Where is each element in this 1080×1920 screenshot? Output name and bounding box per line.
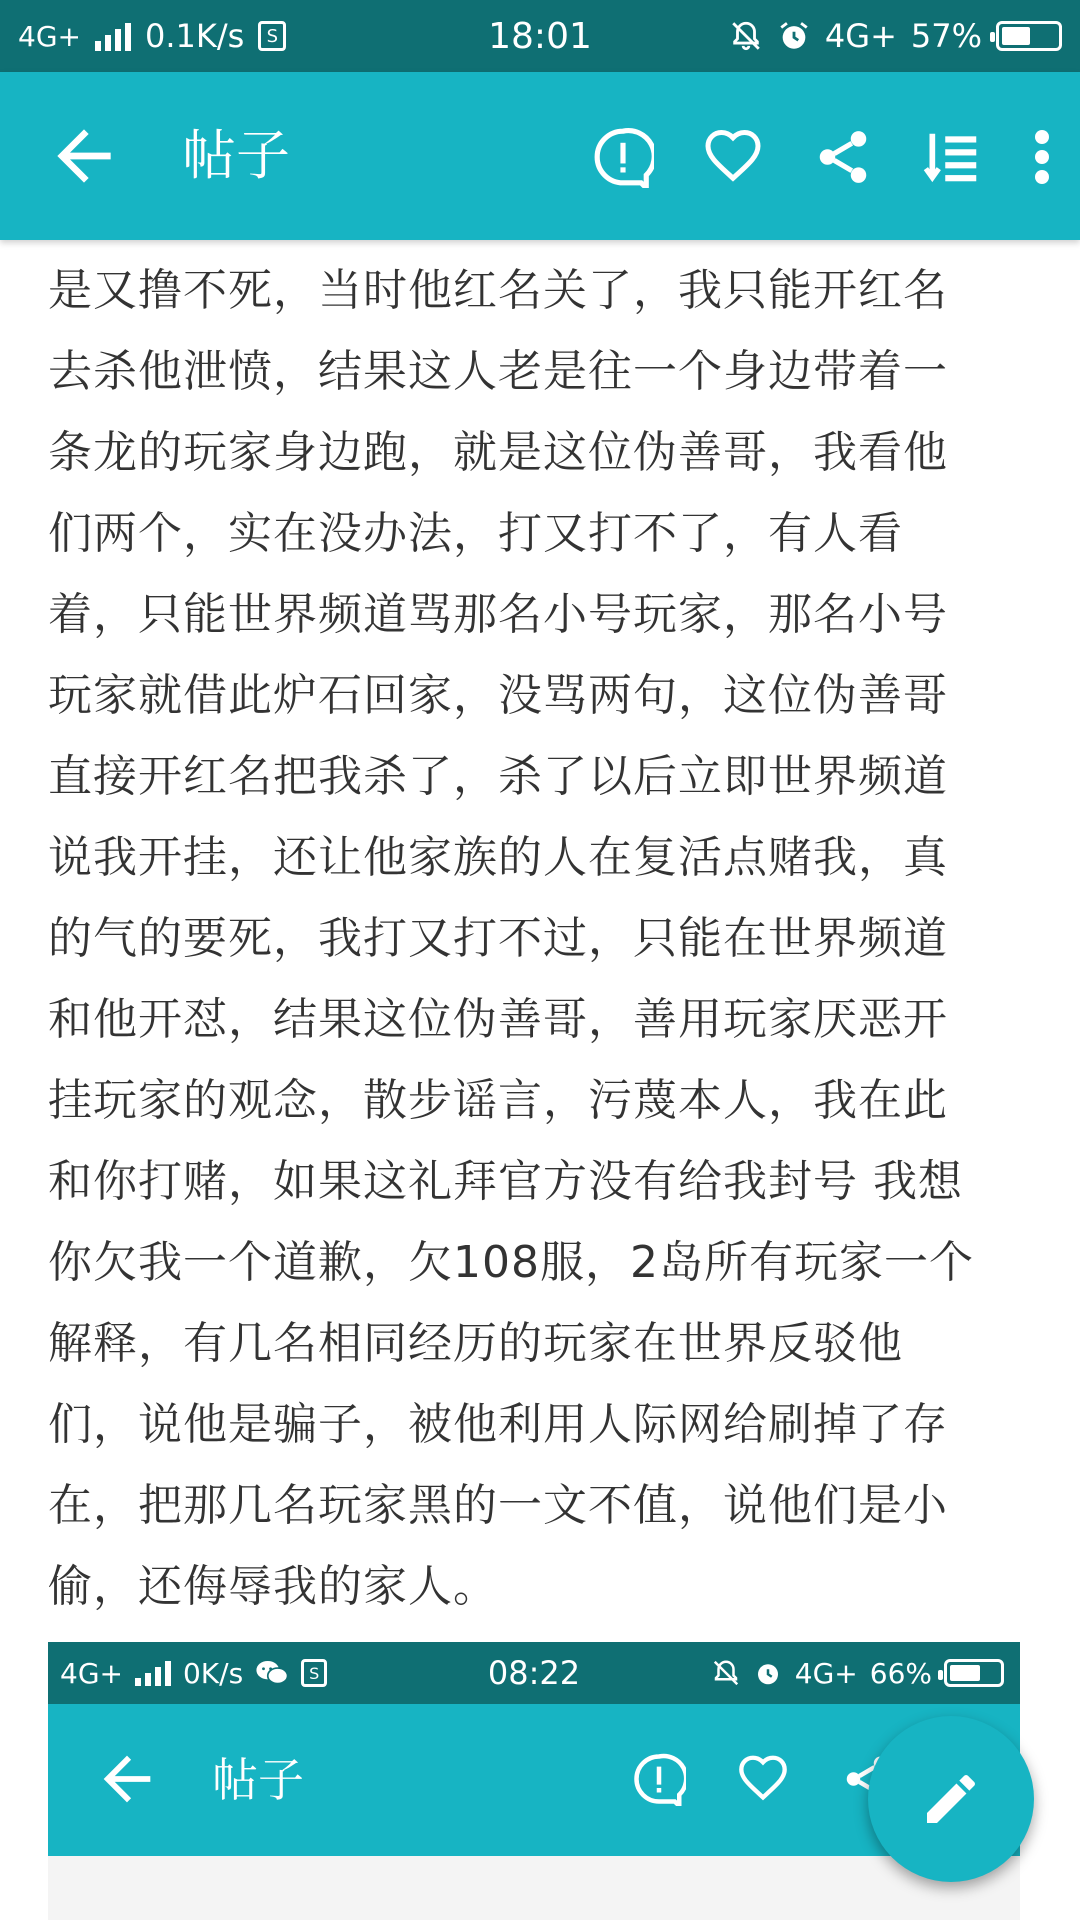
signal-icon: [95, 21, 131, 51]
embedded-mute-bell-icon: [711, 1658, 741, 1688]
post-line: 偷，还侮辱我的家人。: [48, 1561, 498, 1612]
post-line: 在，把那几名玩家黑的一文不值，说他们是小: [48, 1480, 948, 1531]
sort-list-icon: [922, 126, 984, 188]
post-line: 直接开红名把我杀了，杀了以后立即世界频道: [48, 751, 948, 802]
post-body: [48, 250, 1023, 1627]
post-line: 的气的要死，我打又打不过，只能在世界频道: [48, 913, 948, 964]
post-line: 条龙的玩家身边跑，就是这位伪善哥，我看他: [48, 427, 948, 478]
battery-percent: 57%: [910, 17, 982, 55]
post-line: 解释，有几名相同经历的玩家在世界反驳他: [48, 1318, 903, 1369]
back-arrow-icon[interactable]: [44, 116, 124, 196]
sort-button[interactable]: [912, 116, 994, 198]
embedded-status-bar: [48, 1642, 1020, 1704]
share-button[interactable]: [802, 116, 884, 198]
battery-icon: [996, 21, 1062, 51]
post-line: 是又撸不死，当时他红名关了，我只能开红名: [48, 265, 948, 316]
embedded-clock: 08:22: [487, 1654, 581, 1692]
edit-fab-button[interactable]: [868, 1716, 1034, 1882]
post-line: 和你打赌，如果这礼拜官方没有给我封号 我想: [48, 1156, 963, 1207]
embedded-network-type: 4G+: [60, 1656, 123, 1690]
status-bar: [0, 0, 1080, 72]
embedded-battery-icon: [944, 1659, 1004, 1687]
heart-icon: [703, 127, 763, 187]
embedded-page-title: 帖子: [212, 1753, 304, 1807]
post-line: 挂玩家的观念，散步谣言，污蔑本人，我在此: [48, 1075, 948, 1126]
page-title: 帖子: [182, 124, 290, 187]
embedded-report-icon: [624, 1744, 694, 1814]
embedded-alarm-icon: [753, 1658, 783, 1688]
embedded-sim-icon: S: [301, 1659, 327, 1687]
clock: 18:01: [488, 15, 592, 57]
edit-pencil-icon: [919, 1767, 983, 1831]
embedded-back-arrow-icon: [92, 1744, 162, 1814]
post-line: 玩家就借此炉石回家，没骂两句，这位伪善哥: [48, 670, 948, 721]
more-button[interactable]: [1022, 116, 1062, 198]
more-vert-icon: [1032, 127, 1052, 187]
post-line: 和他开怼，结果这位伪善哥，善用玩家厌恶开: [48, 994, 948, 1045]
post-line: 着，只能世界频道骂那名小号玩家，那名小号: [48, 589, 948, 640]
sim-icon: S: [258, 21, 286, 51]
favorite-button[interactable]: [692, 116, 774, 198]
post-line: 们两个，实在没办法，打又打不了，有人看: [48, 508, 903, 559]
app-bar: [0, 72, 1080, 240]
report-icon: [592, 126, 654, 188]
embedded-battery-percent: 66%: [869, 1656, 932, 1690]
embedded-network-speed: 0K/s: [182, 1656, 244, 1690]
network-type-right: 4G+: [824, 17, 897, 55]
network-type: 4G+: [18, 19, 81, 53]
report-button[interactable]: [582, 116, 664, 198]
embedded-network-type-right: 4G+: [794, 1656, 858, 1690]
mute-bell-icon: [729, 19, 763, 53]
post-line: 你欠我一个道歉，欠108服，2岛所有玩家一个: [48, 1237, 974, 1288]
embedded-heart-icon: [728, 1744, 798, 1814]
share-icon: [812, 126, 874, 188]
post-line: 去杀他泄愤，结果这人老是往一个身边带着一: [48, 346, 948, 397]
network-speed: 0.1K/s: [144, 17, 245, 55]
post-line: 们，说他是骗子，被他利用人际网给刷掉了存: [48, 1399, 948, 1450]
post-line: 说我开挂，还让他家族的人在复活点赌我，真: [48, 832, 948, 883]
alarm-icon: [777, 19, 811, 53]
